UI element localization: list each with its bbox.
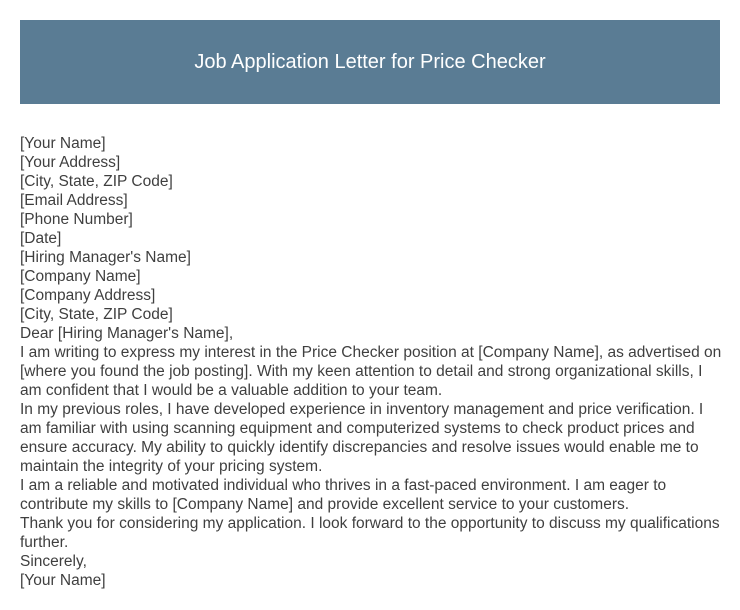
- page-title: Job Application Letter for Price Checker: [194, 50, 546, 73]
- recipient-city-state-zip: [City, State, ZIP Code]: [20, 306, 173, 323]
- closing: Sincerely,: [20, 553, 87, 570]
- signature: [Your Name]: [20, 572, 106, 589]
- recipient-company-name: [Company Name]: [20, 268, 141, 285]
- title-banner: [20, 20, 720, 104]
- sender-email: [Email Address]: [20, 192, 128, 209]
- paragraph-thanks: Thank you for considering my application. I look forward to the opportunity to discuss my qualifications further.: [20, 515, 720, 551]
- recipient-company-address: [Company Address]: [20, 287, 156, 304]
- sender-name: [Your Name]: [20, 135, 106, 152]
- sender-phone: [Phone Number]: [20, 211, 133, 228]
- recipient-hiring-manager: [Hiring Manager's Name]: [20, 249, 191, 266]
- salutation: Dear [Hiring Manager's Name],: [20, 325, 234, 342]
- sender-address: [Your Address]: [20, 154, 121, 171]
- paragraph-intro: I am writing to express my interest in the Price Checker position at [Company Name], as advertised on [where you found the job posting]. With my keen attention to detail and strong organizational skills, I am confident that I would be a valuable addition to your team.: [20, 344, 722, 399]
- paragraph-experience: In my previous roles, I have developed experience in inventory management and price verification. I am familiar with using scanning equipment and computerized systems to check product prices and ensure accuracy. My ability to quickly identify discrepancies and resolve issues would enable me to maintain the integrity of your pricing system.: [20, 401, 704, 475]
- letter-date: [Date]: [20, 230, 62, 247]
- sender-city-state-zip: [City, State, ZIP Code]: [20, 173, 173, 190]
- paragraph-motivation: I am a reliable and motivated individual who thrives in a fast-paced environment. I am eager to contribute my skills to [Company Name] and provide excellent service to your customers.: [20, 477, 667, 513]
- letter-body: [20, 134, 724, 590]
